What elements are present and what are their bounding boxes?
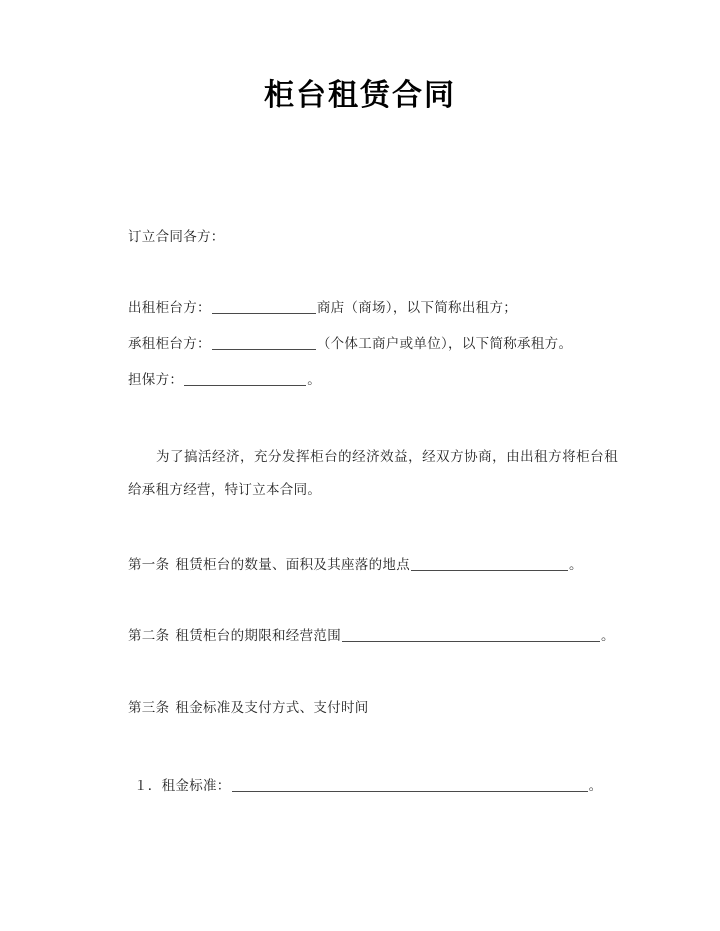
guarantor-blank-field[interactable] (184, 371, 306, 386)
article-1-text: 租赁柜台的数量、面积及其座落的地点 (175, 557, 411, 573)
article-2-suffix: 。 (601, 628, 615, 644)
item-1-number: １． (134, 778, 162, 794)
guarantor-label: 担保方： (128, 372, 184, 388)
article-2-text: 租赁柜台的期限和经营范围 (175, 628, 342, 644)
lessee-line (128, 333, 628, 355)
article-3-line (128, 697, 628, 719)
article-1-line (128, 554, 628, 576)
parties-heading (128, 226, 628, 248)
lessor-suffix: 商店（商场），以下简称出租方； (316, 300, 518, 316)
article-2-line (128, 625, 628, 647)
item-1-text: 租金标准： (161, 778, 231, 794)
article-3-text: 租金标准及支付方式、支付时间 (175, 700, 369, 716)
article-1-number: 第一条 (128, 557, 170, 573)
article-1-suffix: 。 (569, 557, 583, 573)
item-1-suffix: 。 (588, 778, 603, 794)
lessor-line (128, 297, 628, 319)
guarantor-suffix: 。 (307, 372, 322, 388)
preamble-paragraph: 为了搞活经济，充分发挥柜台的经济效益，经双方协商，由出租方将柜台租给承租方经营，特订立本合同。 (128, 449, 618, 498)
lessee-label: 承租柜台方： (128, 336, 211, 352)
lessee-blank-field[interactable] (212, 335, 316, 350)
article-1-blank-field[interactable] (411, 556, 568, 571)
page-title: 柜台租赁合同 (264, 78, 456, 113)
item-1-line (134, 775, 634, 797)
item-1-blank-field[interactable] (232, 777, 588, 792)
lessor-blank-field[interactable] (212, 299, 316, 314)
guarantor-line (128, 369, 628, 391)
article-2-blank-field[interactable] (342, 627, 600, 642)
parties-heading-text: 订立合同各方： (128, 229, 225, 245)
lessor-label: 出租柜台方： (128, 300, 211, 316)
article-3-number: 第三条 (128, 700, 170, 716)
article-2-number: 第二条 (128, 628, 170, 644)
lessee-suffix: （个体工商户或单位），以下简称承租方。 (316, 336, 573, 352)
